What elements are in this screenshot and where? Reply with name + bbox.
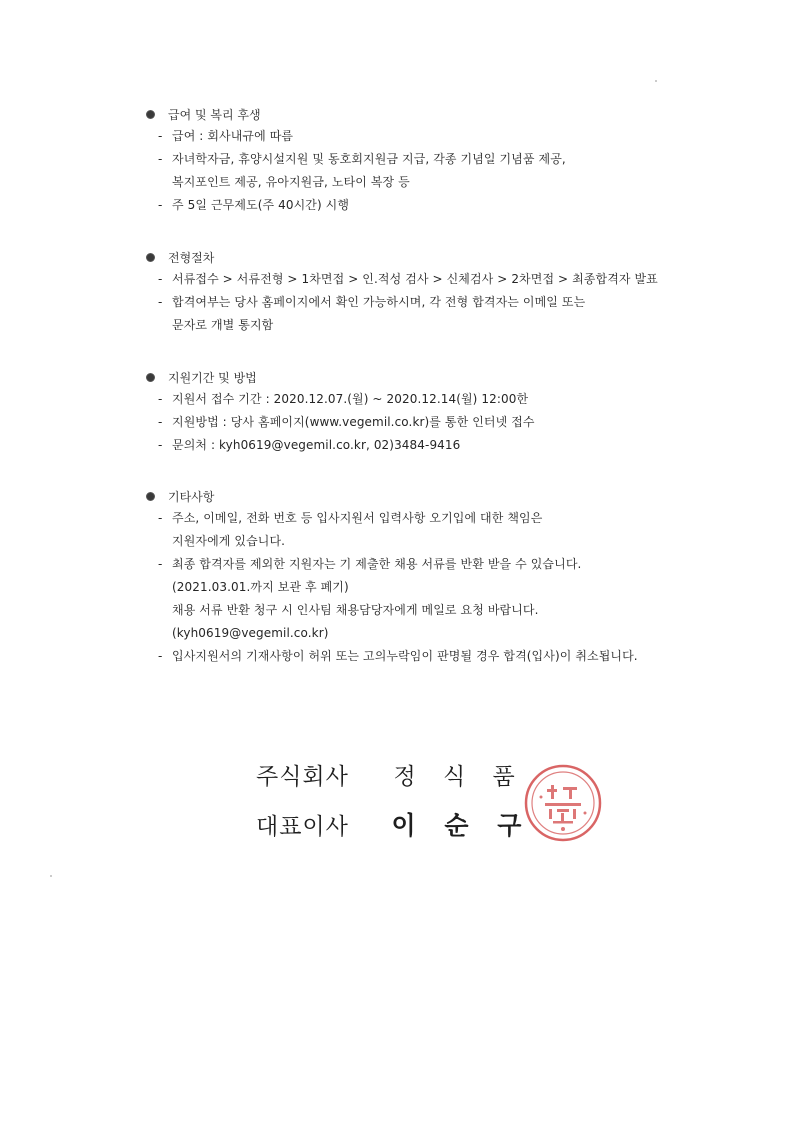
list-item bbox=[144, 268, 764, 291]
list-item bbox=[144, 434, 764, 457]
bullet-icon bbox=[146, 253, 155, 262]
section-heading bbox=[144, 366, 764, 388]
dash-mark: - bbox=[158, 415, 163, 429]
dash-mark: - bbox=[158, 198, 163, 212]
section-benefits bbox=[144, 103, 764, 217]
section-heading bbox=[144, 246, 764, 268]
dash-mark: - bbox=[158, 438, 163, 452]
bullet-icon bbox=[146, 110, 155, 119]
company-line bbox=[256, 758, 525, 791]
list-item bbox=[144, 411, 764, 434]
dash-mark: - bbox=[158, 557, 163, 571]
list-item bbox=[144, 194, 764, 217]
list-item-text: 자녀학자금, 휴양시설지원 및 동호회지원금 지급, 각종 기념일 기념품 제공, bbox=[172, 152, 566, 166]
dash-mark: - bbox=[158, 152, 163, 166]
section-application-period bbox=[144, 366, 764, 457]
list-item-text: 입사지원서의 기재사항이 허위 또는 고의누락임이 판명될 경우 합격(입사)이 취소됩니다. bbox=[172, 649, 638, 663]
list-item-text: 문의처 : kyh0619@vegemil.co.kr, 02)3484-9416 bbox=[172, 438, 461, 452]
dash-mark: - bbox=[158, 649, 163, 663]
list-item-continuation: 문자로 개별 통지함 bbox=[172, 318, 274, 332]
representative-line bbox=[256, 806, 531, 842]
list-item bbox=[144, 148, 764, 171]
list-item-continuation: 지원자에게 있습니다. bbox=[172, 534, 286, 548]
section-title: 지원기간 및 방법 bbox=[168, 370, 257, 385]
list-item bbox=[144, 507, 764, 530]
dash-mark: - bbox=[158, 511, 163, 525]
representative-name: 이 순 구 bbox=[391, 811, 532, 840]
list-item bbox=[144, 291, 764, 314]
list-item bbox=[144, 553, 764, 576]
dash-mark: - bbox=[158, 272, 163, 286]
list-item-text: 주소, 이메일, 전화 번호 등 입사지원서 입력사항 오기입에 대한 책임은 bbox=[172, 511, 543, 525]
list-item-text: 합격여부는 당사 홈페이지에서 확인 가능하시며, 각 전형 합격자는 이메일 또는 bbox=[172, 295, 586, 309]
list-item-continuation: (2021.03.01.까지 보관 후 폐기) bbox=[172, 580, 349, 594]
list-item-continuation: 채용 서류 반환 청구 시 인사팀 채용담당자에게 메일로 요청 바랍니다. bbox=[172, 603, 539, 617]
list-item-text: 주 5일 근무제도(주 40시간) 시행 bbox=[172, 198, 350, 212]
company-seal-icon bbox=[523, 763, 603, 843]
list-item-text: 지원서 접수 기간 : 2020.12.07.(월) ~ 2020.12.14(월) 12:00한 bbox=[172, 392, 529, 406]
list-item-text: 최종 합격자를 제외한 지원자는 기 제출한 채용 서류를 반환 받을 수 있습니다. bbox=[172, 557, 582, 571]
list-item bbox=[144, 125, 764, 148]
scan-speck bbox=[50, 875, 52, 877]
list-item-text: 서류접수 > 서류전형 > 1차면접 > 인.적성 검사 > 신체검사 > 2차면접 > 최종합격자 발표 bbox=[172, 272, 658, 286]
representative-title: 대표이사 bbox=[256, 814, 349, 840]
list-item-text: 급여 : 회사내규에 따름 bbox=[172, 129, 294, 143]
list-item-continuation: 복지포인트 제공, 유아지원금, 노타이 복장 등 bbox=[172, 175, 410, 189]
company-name: 정 식 품 bbox=[393, 764, 525, 790]
section-heading bbox=[144, 485, 764, 507]
list-item-text: 지원방법 : 당사 홈페이지(www.vegemil.co.kr)를 통한 인터넷 접수 bbox=[172, 415, 535, 429]
section-heading bbox=[144, 103, 764, 125]
list-item-continuation: (kyh0619@vegemil.co.kr) bbox=[172, 626, 329, 640]
dash-mark: - bbox=[158, 392, 163, 406]
section-title: 기타사항 bbox=[168, 489, 215, 504]
dash-mark: - bbox=[158, 129, 163, 143]
list-item bbox=[144, 388, 764, 411]
scan-speck bbox=[655, 80, 657, 82]
bullet-icon bbox=[146, 373, 155, 382]
section-other-notes bbox=[144, 485, 764, 668]
dash-mark: - bbox=[158, 295, 163, 309]
section-selection-process bbox=[144, 246, 764, 337]
section-title: 전형절차 bbox=[168, 250, 215, 265]
list-item bbox=[144, 645, 764, 668]
bullet-icon bbox=[146, 492, 155, 501]
section-title: 급여 및 복리 후생 bbox=[168, 107, 261, 122]
company-prefix: 주식회사 bbox=[256, 764, 349, 790]
